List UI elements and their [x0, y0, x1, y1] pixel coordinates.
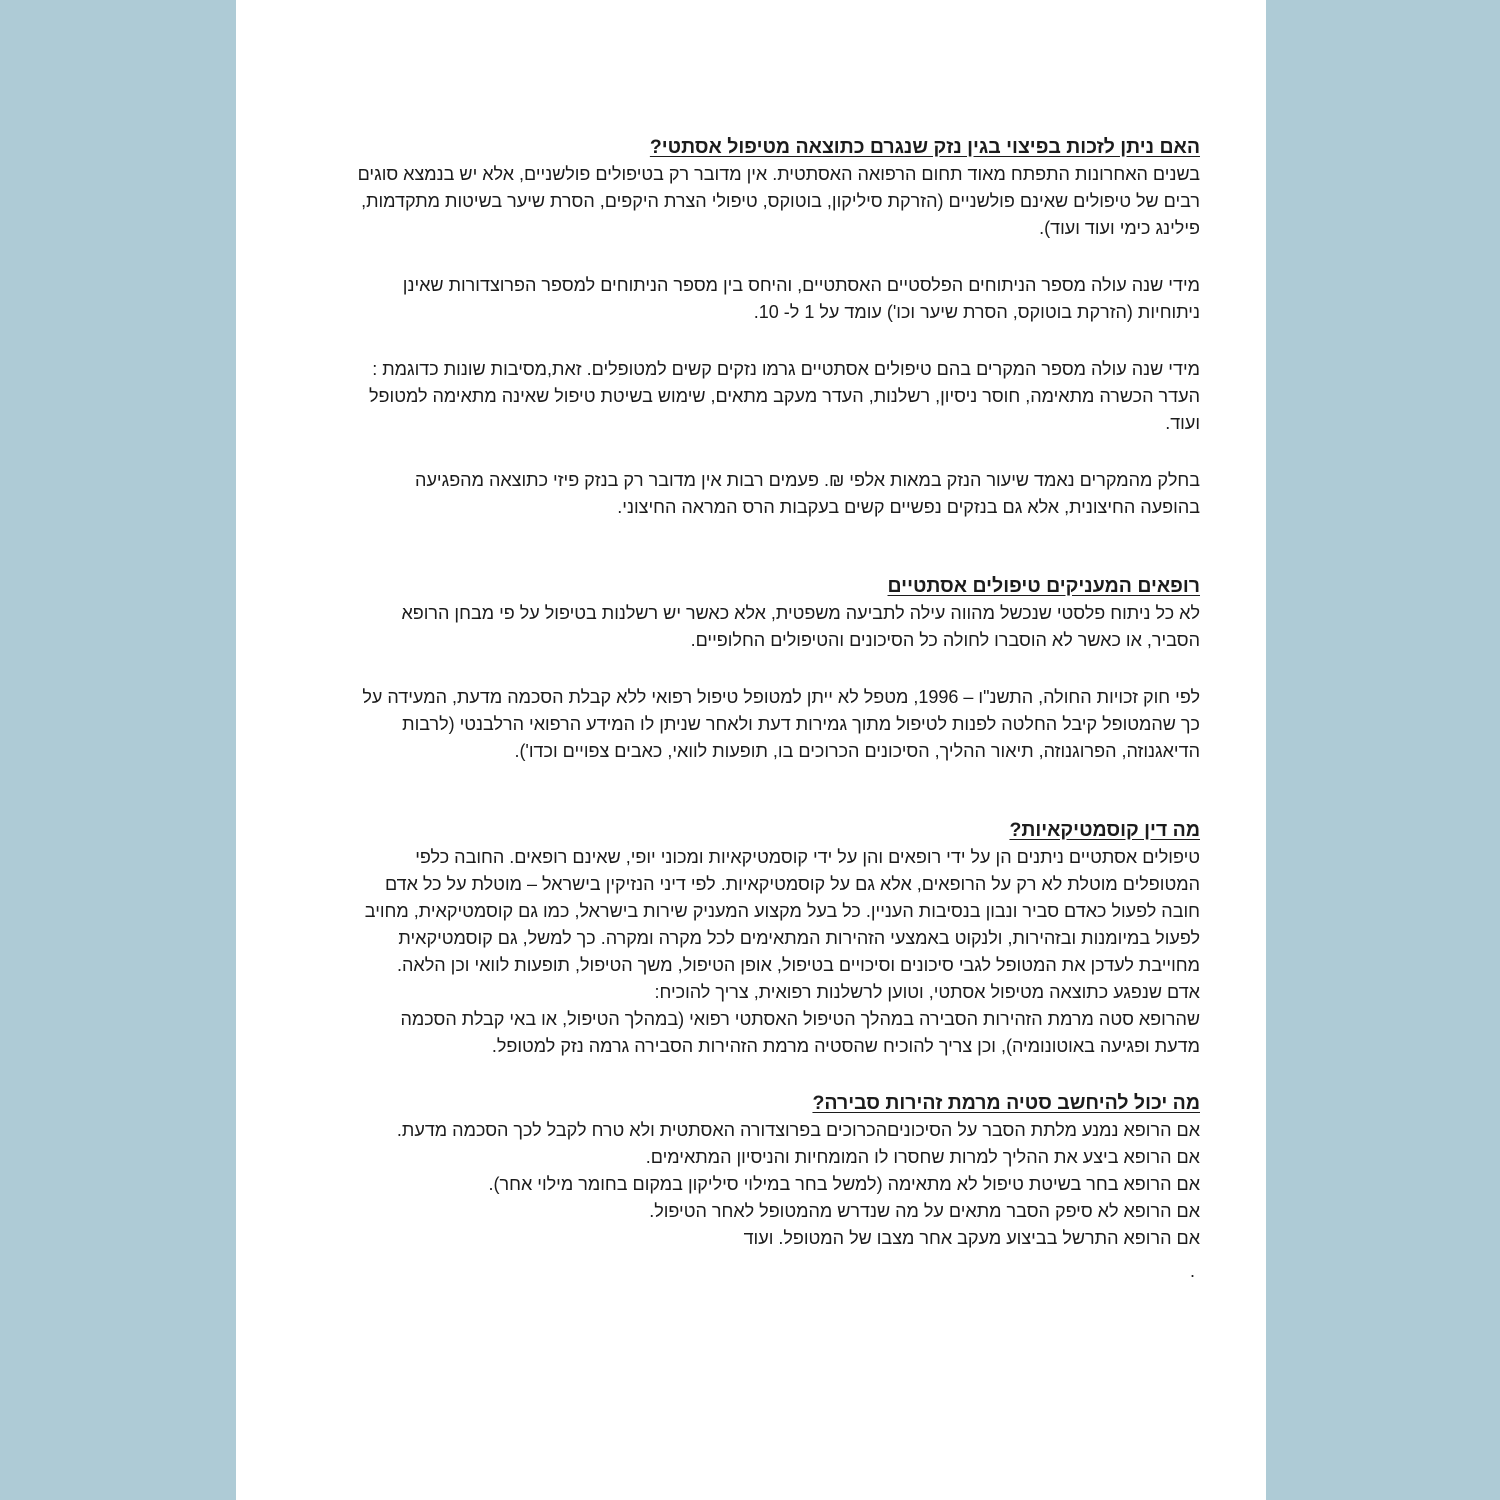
paragraph-gap [264, 326, 1200, 356]
paragraph [264, 161, 1200, 242]
text-line: כך שהמטופל קיבל החלטה לפנות לטיפול מתוך גמירות דעת ולאחר שניתן לו המידע הרפואי הרלבנטי (לרבות [402, 714, 1200, 734]
text-line: אם הרופא ביצע את ההליך למרות שחסרו לו המומחיות והניסיון המתאימים. [645, 1147, 1200, 1167]
text-line: מידי שנה עולה מספר הניתוחים הפלסטיים האסתטיים, והיחס בין מספר הניתוחים למספר הפרוצדורות שאינן [402, 275, 1200, 295]
text-line: אם הרופא בחר בשיטת טיפול לא מתאימה (למשל בחר במילוי סיליקון במקום בחומר מילוי אחר). [488, 1174, 1200, 1194]
text-line: לפעול במיומנות ובזהירות, ולנקוט באמצעי הזהירות המתאימים לכל מקרה ומקרה. כך למשל, גם קוסמטיקאית [398, 928, 1200, 948]
text-line: הדיאגנוזה, הפרוגנוזה, תיאור ההליך, הסיכונים הכרוכים בו, תופעות לוואי, כאבים צפויים וכדו'). [514, 741, 1200, 761]
section-heading: רופאים המעניקים טיפולים אסתטיים [887, 575, 1200, 597]
paragraph [264, 467, 1200, 521]
text-line: בשנים האחרונות התפתח מאוד תחום הרפואה האסתטית. אין מדובר רק בטיפולים פולשניים, אלא יש בנמצא סוגים [357, 164, 1200, 184]
section-gap [264, 1060, 1200, 1090]
text-line: אם הרופא לא סיפק הסבר מתאים על מה שנדרש מהמטופל לאחר הטיפול. [649, 1201, 1200, 1221]
text-line: מידי שנה עולה מספר המקרים בהם טיפולים אסתטיים גרמו נזקים קשים למטופלים. זאת,מסיבות שונות כדוגמת : [372, 359, 1200, 379]
text-line: בהופעה החיצונית, אלא גם בנזקים נפשיים קשים בעקבות הרס המראה החיצוני. [617, 497, 1200, 517]
text-line: ניתוחיות (הזרקת בוטוקס, הסרת שיער וכו') עומד על 1 ל- 10. [753, 302, 1200, 322]
section-heading: מה יכול להיחשב סטיה מרמת זהירות סבירה? [812, 1092, 1200, 1114]
paragraph [264, 1117, 1200, 1252]
text-line: רבים של טיפולים שאינם פולשניים (הזרקת סיליקון, בוטוקס, טיפולי הצרת היקפים, הסרת שיער בשיטות מתקדמות, [361, 191, 1200, 211]
text-line: מחוייבת לעדכן את המטופל לגבי סיכונים וסיכויים בטיפול, אופן הטיפול, משך הטיפול, תופעות לוואי וכן הלאה. [396, 955, 1200, 975]
document-content [264, 134, 1200, 1252]
paragraph [264, 356, 1200, 437]
paragraph [264, 272, 1200, 326]
paragraph-gap [264, 437, 1200, 467]
document-section [264, 1090, 1200, 1252]
text-line: הסביר, או כאשר לא הוסברו לחולה כל הסיכונים והטיפולים החלופיים. [690, 630, 1200, 650]
trailing-mark: . [1190, 1261, 1196, 1281]
text-line: לא כל ניתוח פלסטי שנכשל מהווה עילה לתביעה משפטית, אלא כאשר יש רשלנות בטיפול על פי מבחן הרופא [401, 603, 1200, 623]
text-line: מדעת ופגיעה באוטונומיה), וכן צריך להוכיח שהסטיה מרמת הזהירות הסבירה גרמה נזק למטופל. [491, 1036, 1200, 1056]
text-line: בחלק מהמקרים נאמד שיעור הנזק במאות אלפי ₪. פעמים רבות אין מדובר רק בנזק פיזי כתוצאה מהפגיעה [415, 470, 1200, 490]
paragraph [264, 600, 1200, 654]
document-section [264, 134, 1200, 521]
text-line: העדר הכשרה מתאימה, חוסר ניסיון, רשלנות, העדר מעקב מתאים, שימוש בשיטת טיפול שאינה מתאימה למטופל [369, 386, 1200, 406]
text-line: אם הרופא התרשל בביצוע מעקב אחר מצבו של המטופל. ועוד [743, 1228, 1200, 1248]
document-page [236, 0, 1266, 1500]
paragraph [264, 844, 1200, 1060]
text-line: לפי חוק זכויות החולה, התשנ"ו – 1996, מטפל לא ייתן למטופל טיפול רפואי ללא קבלת הסכמה מדעת, המעידה על [362, 687, 1200, 707]
paragraph [264, 684, 1200, 765]
text-line: שהרופא סטה מרמת הזהירות הסבירה במהלך הטיפול האסתטי רפואי (במהלך הטיפול, או באי קבלת הסכמה [400, 1009, 1200, 1029]
text-line: חובה לפעול כאדם סביר ונבון בנסיבות העניין. כל בעל מקצוע המעניק שירות בישראל, כמו גם קוסמטיקאית, מחויב [364, 901, 1200, 921]
section-gap [264, 521, 1200, 573]
paragraph-gap [264, 242, 1200, 272]
text-line: אדם שנפגע כתוצאה מטיפול אסתטי, וטוען לרשלנות רפואית, צריך להוכיח: [654, 982, 1200, 1002]
document-section [264, 573, 1200, 765]
text-line: המטופלים מוטלת לא רק על הרופאים, אלא גם על קוסמטיקאיות. לפי דיני הנזיקין בישראל – מוטלת על כל אדם [384, 874, 1200, 894]
text-line: ועוד. [1165, 413, 1200, 433]
section-heading: מה דין קוסמטיקאיות? [1009, 819, 1200, 841]
paragraph-gap [264, 654, 1200, 684]
text-line: טיפולים אסתטיים ניתנים הן על ידי רופאים והן על ידי קוסמטיקאיות ומכוני יופי, שאינם רופאים. החובה כלפי [415, 847, 1200, 867]
section-heading: האם ניתן לזכות בפיצוי בגין נזק שנגרם כתוצאה מטיפול אסתטי? [649, 136, 1200, 158]
document-section [264, 817, 1200, 1060]
section-gap [264, 765, 1200, 817]
text-line: פילינג כימי ועוד ועוד). [1039, 218, 1200, 238]
text-line: אם הרופא נמנע מלתת הסבר על הסיכוניםהכרוכים בפרוצדורה האסתטית ולא טרח לקבל לכך הסכמה מדעת. [396, 1120, 1200, 1140]
